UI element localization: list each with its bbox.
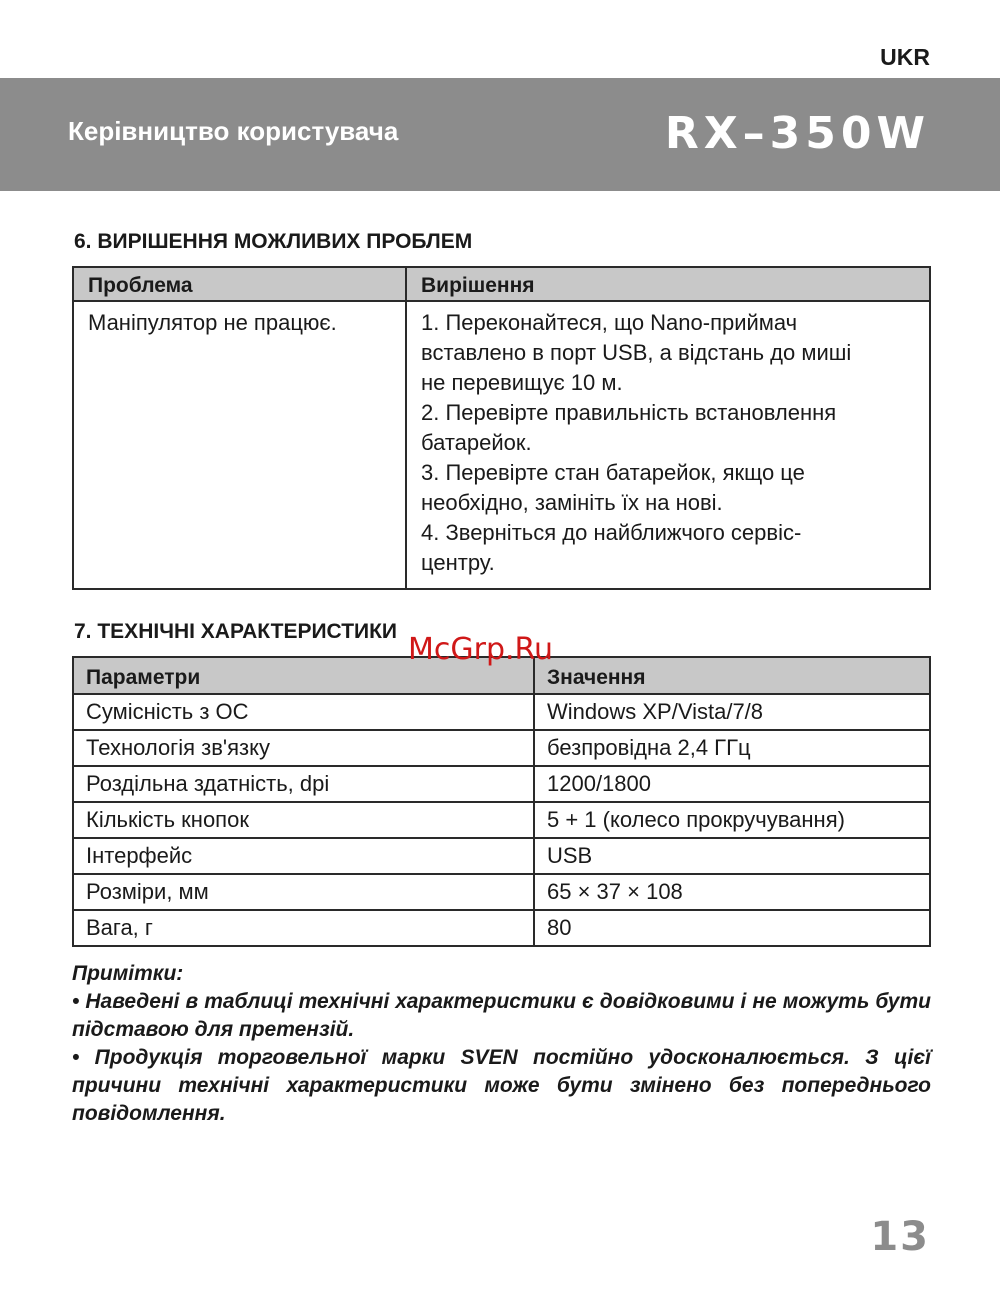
table-header-row <box>73 267 930 301</box>
section-specs-title: 7. ТЕХНІЧНІ ХАРАКТЕРИСТИКИ <box>74 620 398 643</box>
solution-line: 4. Зверніться до найближчого сервіс- <box>421 520 802 545</box>
solution-line: 2. Перевірте правильність встановлення <box>421 400 837 425</box>
watermark: McGrp.Ru <box>408 632 554 667</box>
solution-line: необхідно, замініть їх на нові. <box>421 490 723 515</box>
solution-line: вставлено в порт USB, а відстань до миші <box>421 340 852 365</box>
param-cell: Інтерфейс <box>73 838 534 874</box>
solution-line: батарейок. <box>421 430 532 455</box>
header-banner <box>0 78 1000 191</box>
table-row <box>73 694 930 730</box>
table-row <box>73 730 930 766</box>
table-row <box>73 910 930 946</box>
table-row <box>73 874 930 910</box>
manual-title: Керівництво користувача <box>68 116 399 146</box>
value-cell: безпровідна 2,4 ГГц <box>534 730 930 766</box>
param-cell: Технологія зв'язку <box>73 730 534 766</box>
table-row <box>73 838 930 874</box>
value-cell: 65 × 37 × 108 <box>534 874 930 910</box>
param-cell: Роздільна здатність, dpi <box>73 766 534 802</box>
param-cell: Кількість кнопок <box>73 802 534 838</box>
value-cell: 5 + 1 (колесо прокручування) <box>534 802 930 838</box>
solution-line: центру. <box>421 550 495 575</box>
value-cell: Windows XP/Vista/7/8 <box>534 694 930 730</box>
page-number: 13 <box>870 1214 930 1260</box>
column-header-values: Значення <box>534 657 930 694</box>
value-cell: USB <box>534 838 930 874</box>
column-header-parameters: Параметри <box>73 657 534 694</box>
solution-line: 3. Перевірте стан батарейок, якщо це <box>421 460 805 485</box>
param-cell: Розміри, мм <box>73 874 534 910</box>
notes-heading: Примітки: <box>72 962 184 985</box>
section-troubleshooting-title: 6. ВИРІШЕННЯ МОЖЛИВИХ ПРОБЛЕМ <box>74 230 473 253</box>
table-row <box>73 802 930 838</box>
table-row <box>73 766 930 802</box>
note-item: • Наведені в таблиці технічні характеристики є довідковими і не можуть бути підставою для претензій. <box>72 990 931 1041</box>
param-cell: Сумісність з ОС <box>73 694 534 730</box>
solution-line: не перевищує 10 м. <box>421 370 623 395</box>
language-label: UKR <box>880 44 930 70</box>
param-cell: Вага, г <box>73 910 534 946</box>
column-header-solution: Вирішення <box>406 267 930 301</box>
troubleshooting-table <box>72 266 931 590</box>
solution-line: 1. Переконайтеся, що Nano-приймач <box>421 310 798 335</box>
solution-cell <box>406 301 930 589</box>
notes-block <box>72 960 931 1128</box>
value-cell: 80 <box>534 910 930 946</box>
value-cell: 1200/1800 <box>534 766 930 802</box>
column-header-problem: Проблема <box>73 267 406 301</box>
problem-cell: Маніпулятор не працює. <box>73 301 406 589</box>
table-row <box>73 301 930 589</box>
model-name: RX–350W <box>664 108 930 159</box>
note-item: • Продукція торговельної марки SVEN постійно удосконалюється. З цієї причини технічні характеристики може бути змінено без попереднього повідомлення. <box>72 1046 931 1125</box>
specifications-table <box>72 656 931 947</box>
